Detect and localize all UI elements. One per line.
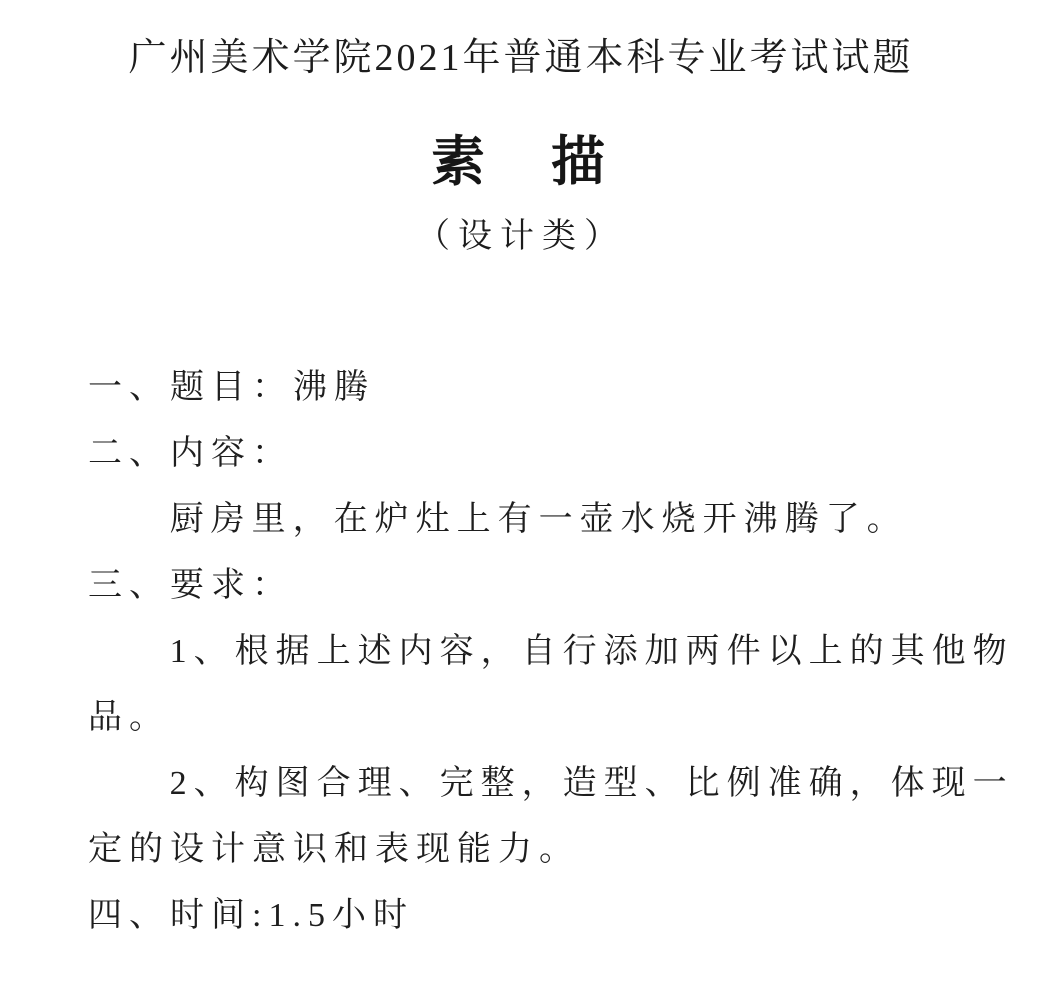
exam-header-title: 广州美术学院2021年普通本科专业考试试题 — [128, 37, 914, 79]
body-paragraph: 三、要求： — [88, 567, 293, 604]
body-paragraph: 一、题目：沸腾 — [88, 369, 375, 406]
subject-title: 素 描 — [431, 132, 611, 192]
exam-body — [0, 355, 1042, 949]
body-paragraph: 1、根据上述内容，自行添加两件以上的其他物品。 — [88, 633, 1014, 736]
subject-category: （设计类） — [416, 218, 626, 255]
body-paragraph: 厨房里，在炉灶上有一壶水烧开沸腾了。 — [169, 501, 908, 538]
body-paragraph: 二、内容： — [88, 435, 293, 472]
body-paragraph: 2、构图合理、完整，造型、比例准确，体现一定的设计意识和表现能力。 — [88, 765, 1014, 868]
body-paragraph: 四、时间:1.5小时 — [88, 897, 414, 934]
